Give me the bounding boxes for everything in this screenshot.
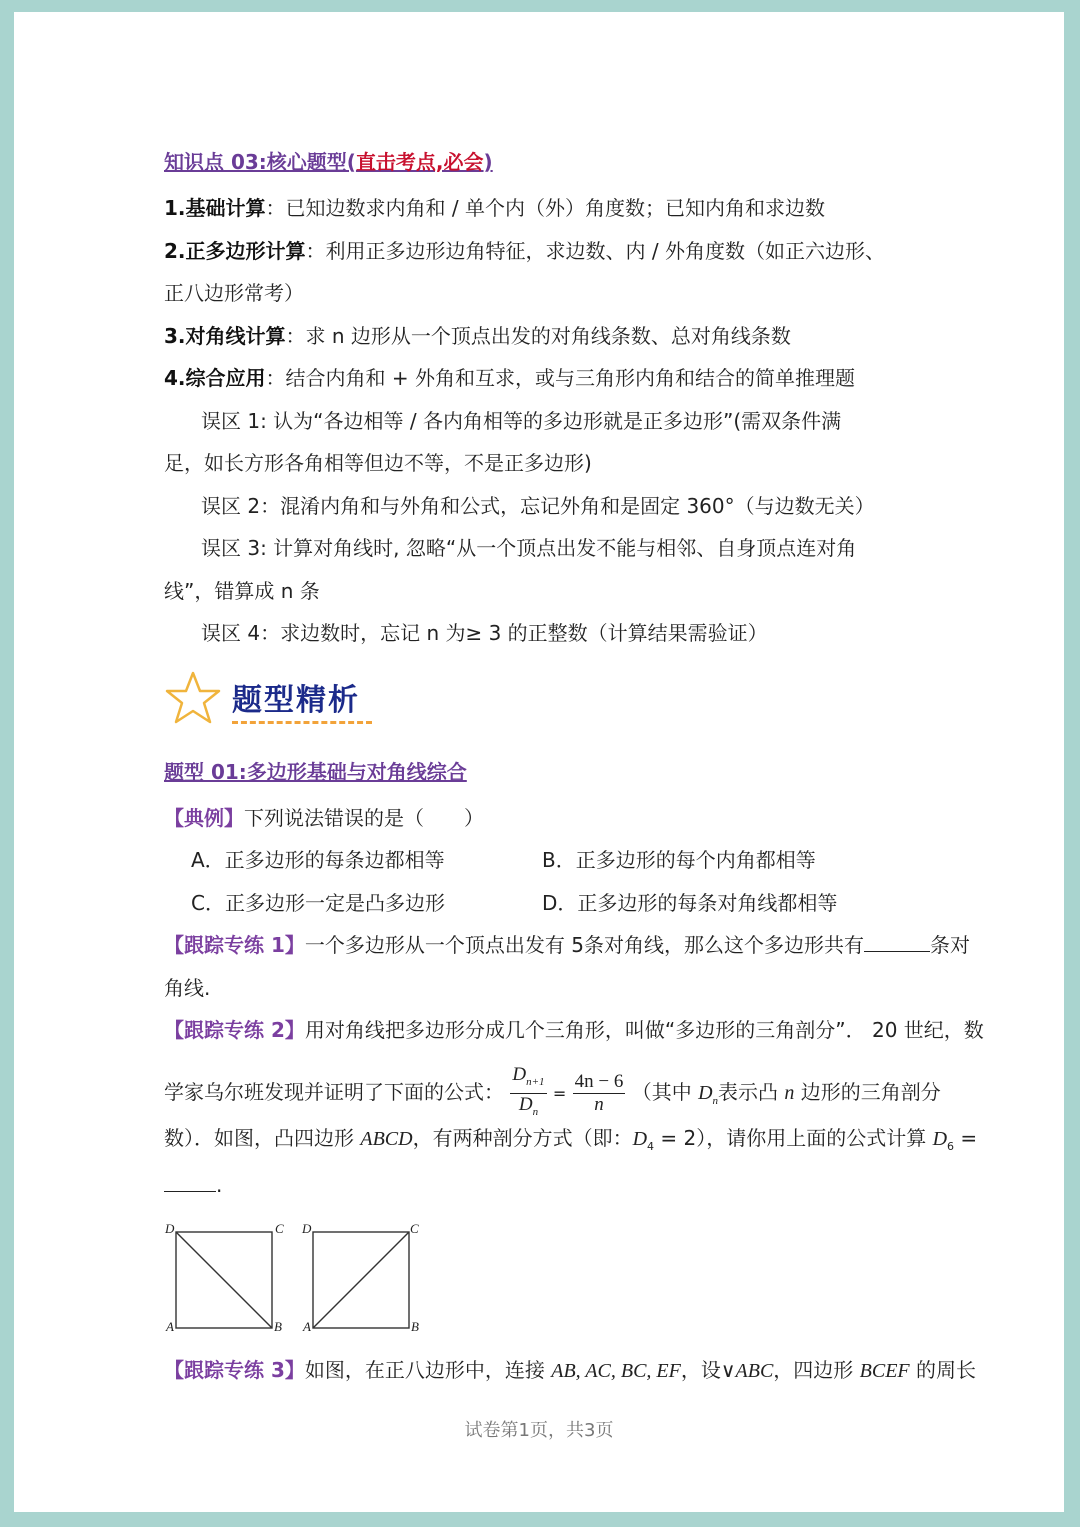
section-title: [164, 147, 493, 177]
practice-2-text: 用对角线把多边形分成几个三角形，叫做“多边形的三角剖分”． 20 世纪，数: [304, 1018, 984, 1042]
item-2: [164, 236, 885, 266]
item-2-cont: 正八边形常考）: [164, 281, 304, 305]
practice-2-line4: [164, 1170, 222, 1200]
practice-1-cont: 角线.: [164, 976, 211, 1000]
formula-right-fraction: [573, 1071, 626, 1116]
option-b: B．正多边形的每个内角都相等: [542, 848, 816, 872]
paper-page: [14, 12, 1064, 1512]
practice-2-line2-d: 边形的三角剖分: [794, 1079, 941, 1104]
fig2-label-a: A: [303, 1319, 311, 1334]
practice-2-line2-text: 学家乌尔班发现并证明了下面的公式：: [164, 1079, 504, 1104]
practice-2-line2-b: （其中: [631, 1079, 699, 1104]
item-2-lead: 2.正多边形计算: [164, 239, 306, 263]
practice-3-text-d: 的周长: [909, 1358, 977, 1382]
heading-underline: [232, 721, 372, 724]
figure-1: [164, 1221, 284, 1334]
practice-3: [164, 1355, 976, 1386]
mistake-3-line1: 误区 3: 计算对角线时, 忽略“从一个顶点出发不能与相邻、自身顶点连对角: [201, 536, 857, 560]
practice-2-line3-b: ，有两种剖分方式（即：: [412, 1126, 633, 1150]
formula-left-num: D: [512, 1064, 527, 1085]
section-title-highlight: 直击考点,必会: [355, 150, 484, 174]
practice-1-label: 【跟踪专练 1】: [164, 933, 305, 957]
practice-2-line3: [164, 1123, 977, 1162]
formula-left-den-sub: n: [532, 1105, 539, 1118]
practice-3-text-b: ，设∨: [680, 1358, 736, 1382]
type-01-title: 题型 01:多边形基础与对角线综合: [164, 760, 467, 784]
item-1-lead: 1.基础计算: [164, 196, 266, 220]
var-dn-sub: n: [712, 1094, 719, 1107]
practice-3-segments: AB, AC, BC, EF: [551, 1360, 681, 1382]
mistake-1-line2: 足，如长方形各角相等但边不等，不是正多边形): [164, 451, 592, 475]
section-title-suffix: ): [483, 150, 493, 174]
section-heading: [164, 667, 424, 727]
quad-abcd: ABCD: [360, 1128, 413, 1150]
practice-3-label: 【跟踪专练 3】: [164, 1358, 305, 1382]
practice-1-text-b: 条对: [929, 933, 970, 957]
option-d: D．正多边形的每条对角线都相等: [542, 891, 838, 915]
star-icon: [164, 669, 222, 727]
practice-2-line1: [164, 1015, 984, 1045]
mistake-3-line2: 线”，错算成 n 条: [164, 579, 320, 603]
practice-3-text-c: ，四边形: [773, 1358, 860, 1382]
item-1: [164, 193, 825, 223]
formula-right-num: 4n − 6: [574, 1070, 624, 1092]
option-a: A．正多边形的每条边都相等: [191, 848, 445, 872]
triangulation-figures: [164, 1220, 444, 1345]
practice-3-triangle: ABC: [735, 1360, 774, 1382]
var-d4-value: = 2: [654, 1126, 697, 1150]
var-dn: D: [698, 1081, 713, 1104]
fig1-label-d: D: [165, 1221, 175, 1236]
var-d4: D: [632, 1128, 648, 1150]
item-4-lead: 4.综合应用: [164, 366, 266, 390]
answer-blank-2: [164, 1173, 216, 1192]
answer-blank: [864, 933, 930, 952]
practice-3-quad: BCEF: [859, 1360, 910, 1382]
practice-2-line2-c: 表示凸: [718, 1079, 785, 1104]
item-3-lead: 3.对角线计算: [164, 324, 286, 348]
item-3-text: ：求 n 边形从一个顶点出发的对角线条数、总对角线条数: [285, 324, 791, 348]
mistake-1-line1: 误区 1: 认为“各边相等 / 各内角相等的多边形就是正多边形”(需双条件满: [201, 409, 842, 433]
item-1-text: ：已知边数求内角和 / 单个内（外）角度数；已知内角和求边数: [265, 196, 825, 220]
practice-2-line3-c: ），请你用上面的公式计算: [696, 1126, 933, 1150]
formula-right-den: n: [594, 1093, 604, 1115]
item-3: [164, 321, 791, 351]
var-d4-sub: 4: [647, 1140, 655, 1153]
page-footer: 试卷第1页，共3页: [464, 1420, 614, 1441]
formula-left-fraction: [510, 1064, 546, 1123]
fig1-label-b: B: [274, 1319, 282, 1334]
fig2-label-d: D: [302, 1221, 312, 1236]
formula-equals: =: [552, 1083, 567, 1103]
mistake-4-line1: 误区 4：求边数时，忘记 n 为≥ 3 的正整数（计算结果需验证）: [201, 621, 768, 645]
var-d6-eq: =: [954, 1126, 978, 1150]
item-2-text: ：利用正多边形边角特征，求边数、内 / 外角度数（如正六边形、: [305, 239, 885, 263]
practice-2-line3-a: 数）．如图，凸四边形: [164, 1126, 361, 1150]
practice-2-line4-end: .: [216, 1173, 223, 1197]
example-question-text: 下列说法错误的是（ ）: [244, 806, 484, 830]
figure-2: [301, 1221, 419, 1334]
practice-1: [164, 930, 970, 960]
example-label: 【典例】: [164, 806, 244, 830]
var-n: n: [784, 1081, 795, 1104]
option-c: C．正多边形一定是凸多边形: [191, 891, 445, 915]
practice-2-line2: [164, 1064, 941, 1126]
fig2-label-c: C: [410, 1221, 419, 1236]
formula-left-num-sub: n+1: [526, 1075, 545, 1088]
fig2-label-b: B: [411, 1319, 419, 1334]
section-title-prefix: 知识点 03:核心题型(: [164, 150, 356, 174]
practice-2-label: 【跟踪专练 2】: [164, 1018, 305, 1042]
item-4-text: ：结合内角和 + 外角和互求，或与三角形内角和结合的简单推理题: [265, 366, 855, 390]
practice-1-text: 一个多边形从一个顶点出发有 5条对角线，那么这个多边形共有: [304, 933, 864, 957]
fig1-label-c: C: [275, 1221, 284, 1236]
fig1-label-a: A: [166, 1319, 174, 1334]
item-4: [164, 363, 855, 393]
var-d6-sub: 6: [947, 1140, 955, 1153]
example-question: [164, 803, 484, 833]
formula-left-den: D: [518, 1093, 533, 1115]
practice-3-text-a: 如图，在正八边形中，连接: [304, 1358, 552, 1382]
var-d6: D: [932, 1128, 948, 1150]
mistake-2-line1: 误区 2：混淆内角和与外角和公式，忘记外角和是固定 360°（与边数无关）: [201, 494, 875, 518]
heading-text: 题型精析: [232, 683, 360, 718]
